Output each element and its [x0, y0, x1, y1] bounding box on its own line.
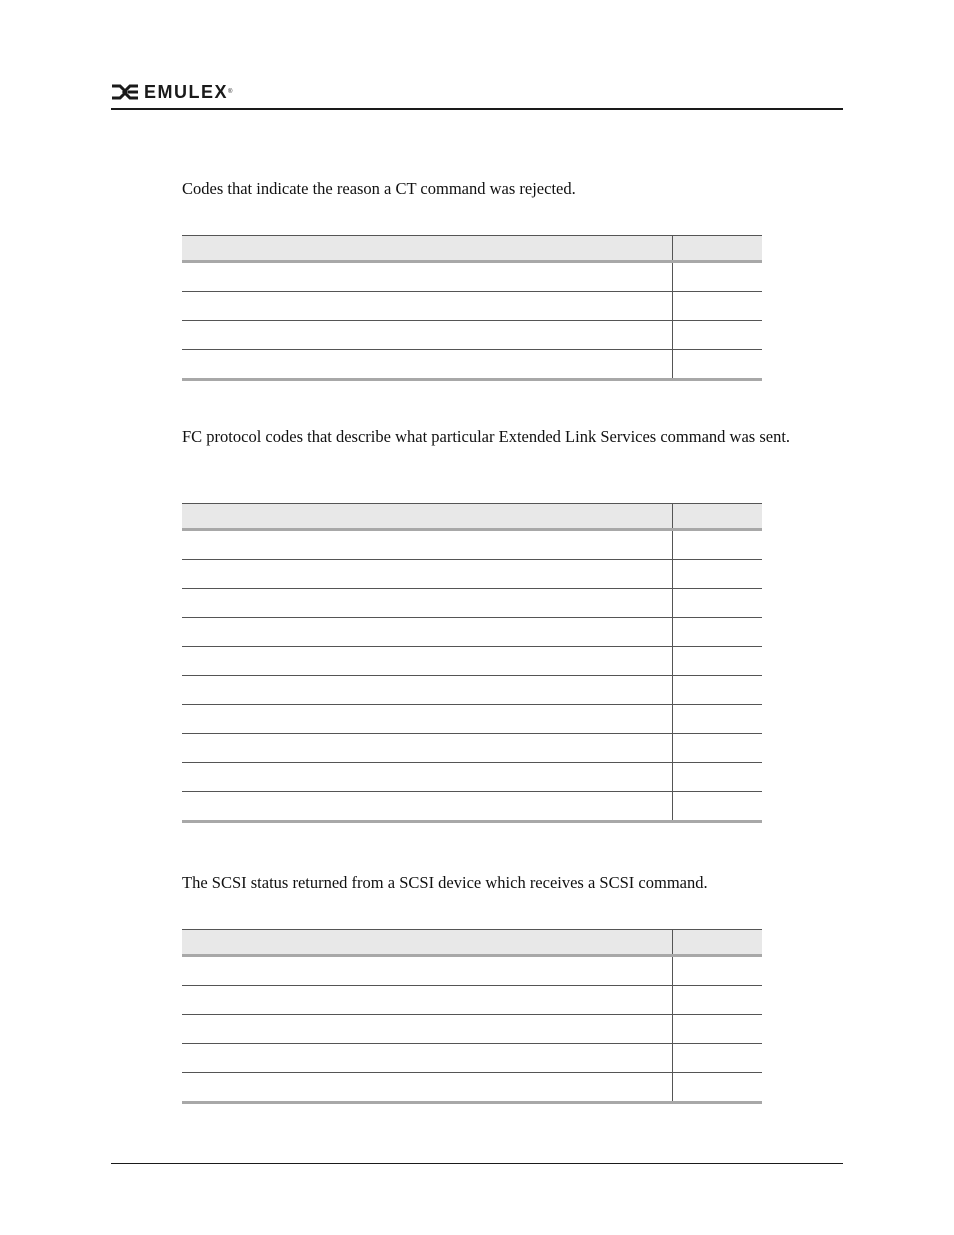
emulex-logo-icon: [111, 84, 139, 100]
table-row: [182, 1044, 762, 1073]
table-cell: [182, 321, 673, 350]
table-cell: [182, 292, 673, 321]
table-cell: [182, 763, 673, 792]
table-row: [182, 986, 762, 1015]
table-row: [182, 956, 762, 986]
table-cell: [182, 262, 673, 292]
table-cell: [182, 986, 673, 1015]
table-cell: [182, 589, 673, 618]
table-cell: [673, 986, 763, 1015]
table-row: [182, 763, 762, 792]
table-row: [182, 350, 762, 380]
table-cell: [182, 350, 673, 380]
table-row: [182, 1015, 762, 1044]
table-cell: [182, 956, 673, 986]
table-cell: [673, 292, 763, 321]
table-row: [182, 530, 762, 560]
page-header: [111, 78, 843, 110]
table-row: [182, 734, 762, 763]
table-cell: [182, 1073, 673, 1103]
table-row: [182, 792, 762, 822]
table-row: [182, 589, 762, 618]
header-cell-value: [673, 236, 763, 262]
header-cell-value: [673, 930, 763, 956]
scsi-status-description: The SCSI status returned from a SCSI device which receives a SCSI command.: [182, 873, 708, 892]
table-cell: [673, 560, 763, 589]
trademark-mark: ®: [228, 89, 233, 95]
table-cell: [673, 262, 763, 292]
emulex-logo: [111, 81, 232, 103]
table-cell: [182, 676, 673, 705]
table-cell: [673, 350, 763, 380]
header-cell-value: [673, 504, 763, 530]
table-cell: [182, 1015, 673, 1044]
table-cell: [673, 1044, 763, 1073]
table-cell: [673, 792, 763, 822]
table-header-row: [182, 236, 762, 262]
header-rule: [111, 108, 843, 110]
table-row: [182, 705, 762, 734]
table-header-row: [182, 930, 762, 956]
table-cell: [182, 647, 673, 676]
els-command-table: [182, 503, 762, 823]
table-cell: [182, 1044, 673, 1073]
table-row: [182, 676, 762, 705]
table-cell: [182, 618, 673, 647]
table-cell: [673, 618, 763, 647]
table-cell: [673, 589, 763, 618]
table-cell: [182, 530, 673, 560]
table-cell: [673, 530, 763, 560]
table-cell: [182, 792, 673, 822]
table-cell: [673, 763, 763, 792]
table-cell: [673, 1015, 763, 1044]
scsi-status-table: [182, 929, 762, 1104]
table-cell: [673, 647, 763, 676]
footer-rule: [111, 1163, 843, 1164]
table-row: [182, 321, 762, 350]
ct-reject-table: [182, 235, 762, 381]
table-row: [182, 618, 762, 647]
table-row: [182, 262, 762, 292]
els-command-description: FC protocol codes that describe what particular Extended Link Services command was sent.: [182, 427, 791, 446]
table-cell: [182, 560, 673, 589]
table-cell: [182, 705, 673, 734]
table-row: [182, 647, 762, 676]
table-cell: [673, 676, 763, 705]
table-cell: [673, 734, 763, 763]
table-row: [182, 1073, 762, 1103]
table-cell: [673, 956, 763, 986]
header-cell-name: [182, 236, 673, 262]
header-cell-name: [182, 504, 673, 530]
table-cell: [673, 1073, 763, 1103]
table-cell: [673, 705, 763, 734]
header-cell-name: [182, 930, 673, 956]
table-row: [182, 560, 762, 589]
ct-reject-description: Codes that indicate the reason a CT command was rejected.: [182, 179, 576, 198]
table-cell: [673, 321, 763, 350]
brand-name: EMULEX: [144, 82, 229, 102]
table-row: [182, 292, 762, 321]
table-header-row: [182, 504, 762, 530]
table-cell: [182, 734, 673, 763]
